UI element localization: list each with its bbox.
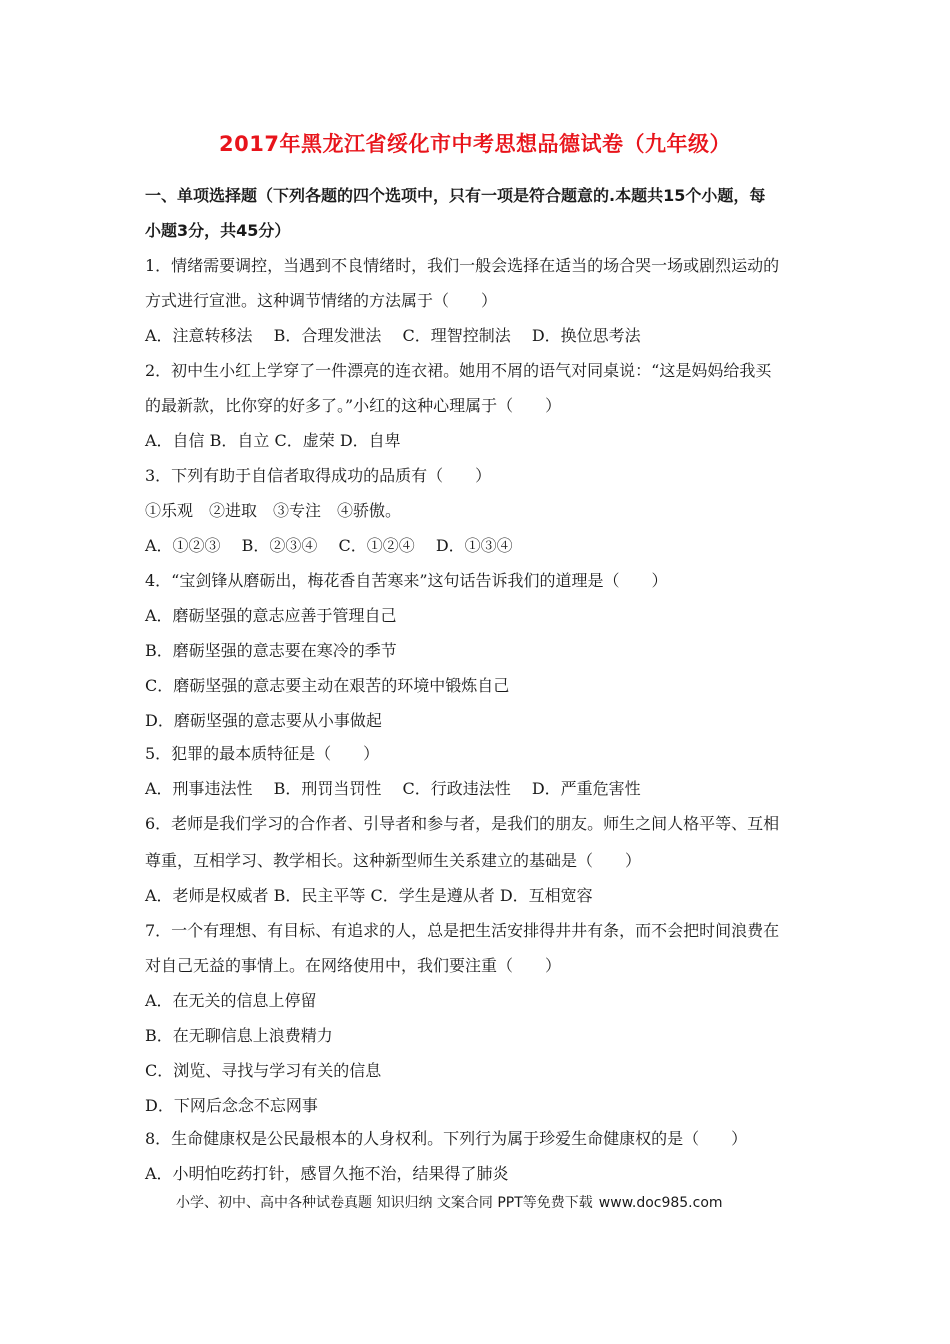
exam-title: 2017年黑龙江省绥化市中考思想品德试卷（九年级） [219,132,731,156]
section-heading-line-1: 一、单项选择题（下列各题的四个选项中，只有一项是符合题意的.本题共15个小题，每 [145,186,766,205]
option-line: A．①②③ B．②③④ C．①②④ D．①③④ [145,536,513,555]
section-heading-line-2: 小题3分，共45分） [145,221,291,240]
question-line: 尊重，互相学习、教学相长。这种新型师生关系建立的基础是（ ） [145,851,642,870]
question-line: 方式进行宣泄。这种调节情绪的方法属于（ ） [145,291,498,310]
question-line: 6．老师是我们学习的合作者、引导者和参与者，是我们的朋友。师生之间人格平等、互相 [145,814,780,833]
question-line: 3．下列有助于自信者取得成功的品质有（ ） [145,466,492,485]
question-line: 8．生命健康权是公民最根本的人身权利。下列行为属于珍爱生命健康权的是（ ） [145,1129,748,1148]
option-line: A．小明怕吃药打针，感冒久拖不治，结果得了肺炎 [145,1164,509,1183]
option-line: A．老师是权威者 B．民主平等 C．学生是遵从者 D．互相宽容 [145,886,593,905]
option-line: C．浏览、寻找与学习有关的信息 [145,1061,382,1080]
question-line: ①乐观 ②进取 ③专注 ④骄傲。 [145,501,402,520]
question-line: 4．“宝剑锋从磨砺出，梅花香自苦寒来”这句话告诉我们的道理是（ ） [145,571,668,590]
option-line: C．磨砺坚强的意志要主动在艰苦的环境中锻炼自己 [145,676,510,695]
option-line: D．磨砺坚强的意志要从小事做起 [145,711,382,730]
question-line: 7．一个有理想、有目标、有追求的人，总是把生活安排得井井有条，而不会把时间浪费在 [145,921,780,940]
option-line: D．下网后念念不忘网事 [145,1096,318,1115]
option-line: B．磨砺坚强的意志要在寒冷的季节 [145,641,397,660]
option-line: B．在无聊信息上浪费精力 [145,1026,333,1045]
option-line: A．磨砺坚强的意志应善于管理自己 [145,606,397,625]
option-line: A．自信 B．自立 C．虚荣 D．自卑 [145,431,401,450]
option-line: A．在无关的信息上停留 [145,991,317,1010]
question-line: 对自己无益的事情上。在网络使用中，我们要注重（ ） [145,956,562,975]
footer-text: 小学、初中、高中各种试卷真题 知识归纳 文案合同 PPT等免费下载 [176,1195,593,1211]
question-line: 5．犯罪的最本质特征是（ ） [145,744,380,763]
question-line: 1．情绪需要调控，当遇到不良情绪时，我们一般会选择在适当的场合哭一场或剧烈运动的 [145,256,780,275]
question-line: 2．初中生小红上学穿了一件漂亮的连衣裙。她用不屑的语气对同桌说：“这是妈妈给我买 [145,361,772,380]
option-line: A．刑事违法性 B．刑罚当罚性 C．行政违法性 D．严重危害性 [145,779,641,798]
option-line: A．注意转移法 B．合理发泄法 C．理智控制法 D．换位思考法 [145,326,641,345]
page-footer [176,1192,723,1212]
footer-url[interactable]: www.doc985.com [598,1195,723,1211]
question-line: 的最新款，比你穿的好多了。”小红的这种心理属于（ ） [145,396,562,415]
